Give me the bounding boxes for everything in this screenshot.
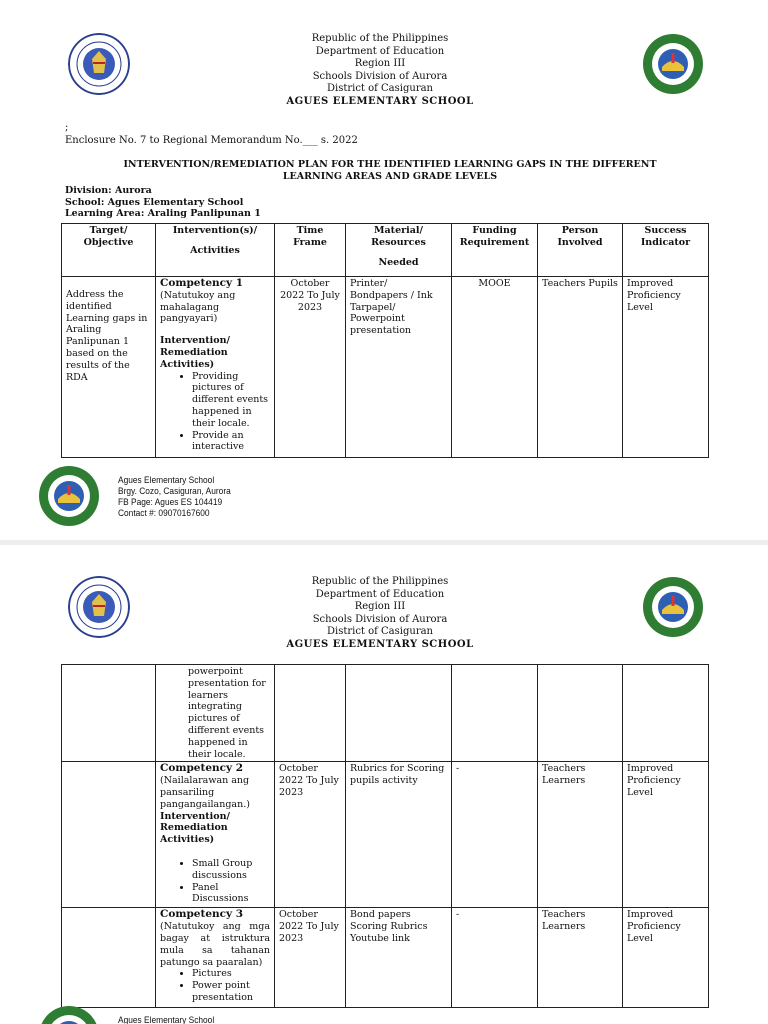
cell-success [623,665,709,762]
cell-intervention [156,908,275,1008]
cell-time [275,665,346,762]
letterhead-school: AGUES ELEMENTARY SCHOOL [286,95,474,107]
footer-text [118,1015,329,1024]
letterhead-line: Region III [354,601,406,612]
footer-fb-page: FB Page: Agues ES 104419 [118,497,223,508]
letterhead [180,33,580,108]
cell-intervention [156,277,275,458]
activity-item: • Provide an interactive [192,430,270,454]
table-row [62,277,709,458]
letterhead [180,576,580,651]
cell-funding [452,665,538,762]
learning-area-label: Learning Area: Araling Panlipunan 1 [65,208,261,219]
cell-intervention [156,762,275,908]
activity-item: • Panel Discussions [192,882,270,906]
letterhead-school: AGUES ELEMENTARY SCHOOL [286,638,474,650]
school-seal-icon [642,33,704,95]
school-label: School: Agues Elementary School [65,196,244,208]
cell-material [346,665,452,762]
cell-person: Teachers Learners [538,762,623,908]
header-material-line: Material/ Resources [371,225,426,248]
letterhead-line: Department of Education [315,588,445,600]
plan-meta [65,185,261,220]
table-row [62,762,709,908]
competency-title: Competency 3 [160,908,244,921]
plan-title-line: LEARNING AREAS AND GRADE LEVELS [282,171,498,182]
cell-person [538,665,623,762]
footer-contact: Contact #: 09070167600 [118,508,210,519]
cell-funding: - [452,908,538,1008]
header-time: Time Frame [275,224,346,277]
footer-school-name: Agues Elementary School [118,475,215,486]
footer-address: Brgy. Cozo, Casiguran, Aurora [118,486,231,497]
cell-time: October 2022 To July 2023 [275,762,346,908]
activity-list [160,968,270,1003]
competency-desc: (Natutukoy ang mahalagang pangyayari) [160,289,236,325]
activity-item: • Providing pictures of different events happened in their locale. [192,371,270,430]
division-label: Division: Aurora [65,185,152,196]
header-intervention [156,224,275,277]
activity-list [160,858,270,905]
plan-title-line: INTERVENTION/REMEDIATION PLAN FOR THE IDENTIFIED LEARNING GAPS IN THE DIFFERENT [123,159,657,170]
cell-success: Improved Proficiency Level [623,762,709,908]
deped-seal-icon [68,33,130,95]
table-row [62,908,709,1008]
letterhead-line: District of Casiguran [326,83,433,94]
header-material [346,224,452,277]
activity-item: • Small Group discussions [192,858,270,882]
intervention-label: Intervention/ Remediation Activities) [160,810,230,846]
cell-person: Teachers Learners [538,908,623,1008]
cell-material: Rubrics for Scoring pupils activity [346,762,452,908]
activity-continued: powerpoint presentation for learners integrating pictures of different events happened in their locale. [188,666,266,760]
header-intervention-line: Intervention(s)/ [172,225,258,236]
letterhead-line: Republic of the Philippines [311,33,449,44]
header-material-line: Needed [378,256,419,268]
cell-time: October 2022 To July 2023 [275,908,346,1008]
school-seal-icon [38,465,100,527]
intervention-label: Intervention/ Remediation Activities) [160,335,230,370]
cell-target [62,762,156,908]
letterhead-line: Schools Division of Aurora [312,613,448,625]
semicolon-mark: ; [65,122,69,133]
cell-intervention [156,665,275,762]
enclosure-line: Enclosure No. 7 to Regional Memorandum No.___ s. 2022 [65,135,358,146]
header-intervention-line: Activities [190,244,240,256]
cell-success: Improved Proficiency Level [623,908,709,1008]
competency-title: Competency 1 [160,277,244,289]
cell-funding: - [452,762,538,908]
letterhead-line: Department of Education [315,45,445,57]
letterhead-line: Schools Division of Aurora [312,70,448,82]
table-row [62,665,709,762]
plan-table [61,223,709,458]
letterhead-line: Region III [354,58,406,69]
header-funding: Funding Requirement [452,224,538,277]
cell-person: Teachers Pupils [538,277,623,458]
cell-target [62,665,156,762]
activity-item: • Pictures [192,968,270,980]
school-seal-icon [642,576,704,638]
target-text: Address the identified Learning gaps in Araling Panlipunan 1 based on the results of the RDA [66,289,148,383]
header-success: Success Indicator [623,224,709,277]
table-header-row [62,224,709,277]
cell-funding: MOOE [452,277,538,458]
plan-table-continued [61,664,709,1008]
footer-school-name: Agues Elementary School [118,1015,215,1024]
header-person: Person Involved [538,224,623,277]
competency-desc: (Nailalarawan ang pansariling pangangailangan.) [160,775,250,810]
cell-time: October 2022 To July 2023 [275,277,346,458]
cell-material: Printer/ Bondpapers / Ink Tarpapel/ Powerpoint presentation [346,277,452,458]
deped-seal-icon [68,576,130,638]
header-target: Target/ Objective [62,224,156,277]
school-seal-icon [38,1005,100,1024]
activity-list [160,371,270,454]
cell-success: Improved Proficiency Level [623,277,709,458]
footer-text [118,475,329,519]
cell-target [62,908,156,1008]
competency-title: Competency 2 [160,762,244,775]
plan-title [100,159,680,183]
document-page-2 [0,545,768,1024]
letterhead-line: District of Casiguran [326,626,433,637]
letterhead-line: Republic of the Philippines [311,576,449,587]
cell-material: Bond papers Scoring Rubrics Youtube link [346,908,452,1008]
cell-target [62,277,156,458]
competency-desc: (Natutukoy ang mga bagay at istruktura mula sa tahanan patungo sa paaralan) [160,921,270,968]
activity-item: • Power point presentation [192,980,270,1004]
